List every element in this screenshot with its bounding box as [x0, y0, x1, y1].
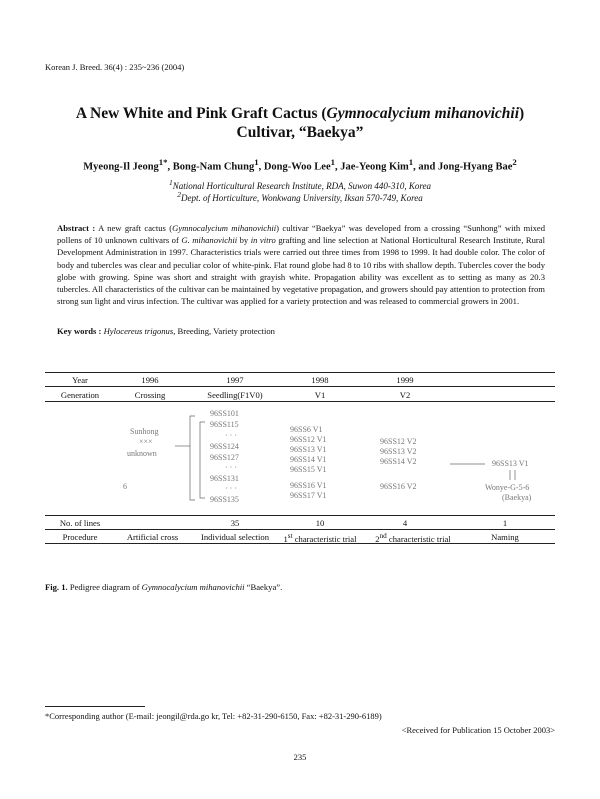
lines-label: No. of lines: [59, 518, 101, 528]
seedling-dots: · · ·: [225, 463, 237, 472]
procedure-text: characteristic trial: [294, 533, 357, 544]
table-rule: [45, 372, 555, 373]
keywords: [57, 326, 275, 336]
procedure-cell: Artificial cross: [126, 532, 179, 542]
generation-label: Generation: [60, 390, 100, 400]
procedure-label: Procedure: [62, 532, 98, 542]
ordinal-sup: nd: [379, 532, 387, 540]
procedure-text: characteristic trial: [388, 533, 451, 544]
parent-label: Sunhong: [130, 427, 159, 436]
author-sup: 1: [408, 157, 414, 167]
v2-label: 96SS16 V2: [380, 482, 417, 491]
author: and Jong-Hyang Bae: [418, 161, 513, 173]
author-sup: 2: [512, 157, 517, 167]
seedling-label: 96SS127: [210, 453, 239, 462]
keywords-italic: Hylocereus trigonus: [103, 326, 174, 336]
journal-citation: Korean J. Breed. 36(4) : 235~236 (2004): [45, 62, 185, 72]
seedling-dots: · · ·: [225, 484, 237, 493]
abstract: [57, 222, 545, 307]
author: Jae-Yeong Kim: [340, 161, 409, 173]
table-rule: [45, 515, 555, 516]
generation-cell: Crossing: [134, 390, 166, 400]
author: Bong-Nam Chung: [172, 161, 255, 173]
abstract-text: ) cultivar “Baekya” was developed from a crossing “Sunhong” with mixed pollens of 10 unknown cultivars of: [57, 223, 546, 246]
v2-label: 96SS12 V2: [380, 437, 417, 446]
caption-italic: Gymnocalycium mihanovichii: [141, 582, 245, 592]
footnote-rule: [45, 706, 145, 707]
seedling-label: 96SS101: [210, 409, 239, 418]
cultivar-name: (Baekya): [502, 493, 532, 502]
abstract-text: A new graft cactus (: [95, 223, 173, 233]
keywords-label: Key words :: [57, 326, 102, 336]
v1-label: 96SS6 V1: [290, 425, 323, 434]
author-list: Myeong-Il Jeong$^{1*}$, Bong-Nam Chung$^1$, Dong-Woo Lee$^1$, Jae-Yeong Kim$^1$, and Jong-Hyang Bae$^2$: [83, 157, 517, 173]
table-rule: [45, 386, 555, 387]
title-part-2: ): [519, 105, 525, 122]
author-sup: 1*: [158, 157, 168, 167]
abstract-italic: G. mihanovichii: [181, 235, 238, 246]
year-cell: 1998: [311, 375, 329, 385]
year-label: Year: [72, 375, 88, 385]
affiliation-text: National Horticultural Research Institute, RDA, Suwon 440-310, Korea: [172, 181, 432, 191]
author: Myeong-Il Jeong: [83, 161, 159, 173]
v1-label: 96SS16 V1: [290, 481, 327, 490]
caption-text: “Baekya”.: [244, 582, 283, 592]
figure-caption: [45, 582, 282, 592]
paper-title: [40, 104, 560, 142]
affiliation-sup: 2: [177, 190, 181, 199]
abstract-text: grafting and line selection at National Horticultural Research Institute, Rural Development Administration in 1997. Characteristics trials were carried out three times from 1998 to 1999. It had double color. The color of body and tubercles was clear and peculiar color of white-pink. Flat round globe had 8 to 10 ribs with shallow depth. Tubercles cover the body globe with growing. Spine was short and straight with grayish white. Propagation ability was excellent as to setting as many as 20.3 tubercles. All characteristics of the cultivar can be maintained by vegetative propagation, and growers should pay attention to protection from strong sun light and virus infection. The cultivar was applied for a variety protection and was released to commercial growers in 2001.: [57, 235, 545, 307]
v1-label: 96SS13 V1: [290, 445, 327, 454]
seedling-inner-bracket: [200, 422, 205, 498]
seedling-dots: · · ·: [225, 431, 237, 440]
year-cell: 1997: [226, 375, 244, 385]
v1-label: 96SS17 V1: [290, 491, 327, 500]
keywords-text: , Breeding, Variety protection: [173, 326, 275, 336]
abstract-label: Abstract :: [57, 223, 96, 233]
abstract-text: by: [237, 235, 251, 246]
abstract-italic: in vitro: [250, 235, 276, 246]
procedure-cell: Individual selection: [200, 532, 270, 542]
author: Dong-Woo Lee: [263, 161, 331, 173]
title-line-2: Cultivar, “Baekya”: [236, 124, 364, 141]
affiliation-2: [40, 190, 560, 203]
seedling-label: 96SS131: [210, 474, 239, 483]
procedure-cell: [275, 532, 365, 544]
corresponding-author: *Corresponding author (E-mail: jeongil@rda.go kr, Tel: +82-31-290-6150, Fax: +82-31-290-6189): [45, 711, 382, 721]
seedling-label: 96SS115: [210, 420, 239, 429]
v2-label: 96SS14 V2: [380, 457, 417, 466]
seedling-bracket: [190, 416, 195, 500]
year-cell: 1999: [396, 375, 414, 385]
seedling-label: 96SS124: [210, 442, 239, 451]
lines-cell: 35: [230, 518, 240, 528]
final-line-label: 96SS13 V1: [492, 459, 529, 468]
author-sup: 1: [254, 157, 259, 167]
lines-cell: 10: [315, 518, 325, 528]
caption-text: Pedigree diagram of: [67, 582, 142, 592]
caption-label: Fig. 1.: [45, 582, 68, 592]
count-mark: 6: [123, 482, 127, 491]
generation-cell: V1: [314, 390, 326, 400]
generation-cell: V2: [399, 390, 411, 400]
ordinal-sup: st: [287, 532, 293, 540]
affiliation-sup: 1: [168, 178, 173, 187]
lines-cell: 1: [502, 518, 508, 528]
v1-label: 96SS12 V1: [290, 435, 327, 444]
ordinal: 2: [375, 533, 380, 544]
v1-label: 96SS15 V1: [290, 465, 327, 474]
title-species: Gymnocalycium mihanovichii: [326, 105, 520, 122]
cross-mark: ×××: [139, 437, 153, 446]
ordinal: 1: [283, 533, 288, 544]
parent-label: unknown: [127, 449, 157, 458]
v2-label: 96SS13 V2: [380, 447, 417, 456]
year-cell: 1996: [141, 375, 159, 385]
received-date: <Received for Publication 15 October 2003>: [401, 725, 555, 735]
author-sup: 1: [330, 157, 335, 167]
v1-label: 96SS14 V1: [290, 455, 327, 464]
procedure-cell: [363, 532, 463, 544]
seedling-label: 96SS135: [210, 495, 239, 504]
page-number: 235: [293, 752, 307, 762]
generation-cell: Seedling(F1V0): [207, 390, 263, 400]
abstract-italic: Gymnocalycium mihanovichii: [172, 223, 277, 233]
lines-cell: 4: [402, 518, 408, 528]
pedigree-diagram: [45, 402, 555, 514]
table-rule: [45, 529, 555, 530]
procedure-cell: Naming: [491, 532, 519, 542]
title-part-1: A New White and Pink Graft Cactus (: [75, 105, 327, 122]
affiliation-text: Dept. of Horticulture, Wonkwang University, Iksan 570-749, Korea: [181, 193, 423, 203]
cultivar-code: Wonye-G-5-6: [485, 483, 530, 492]
